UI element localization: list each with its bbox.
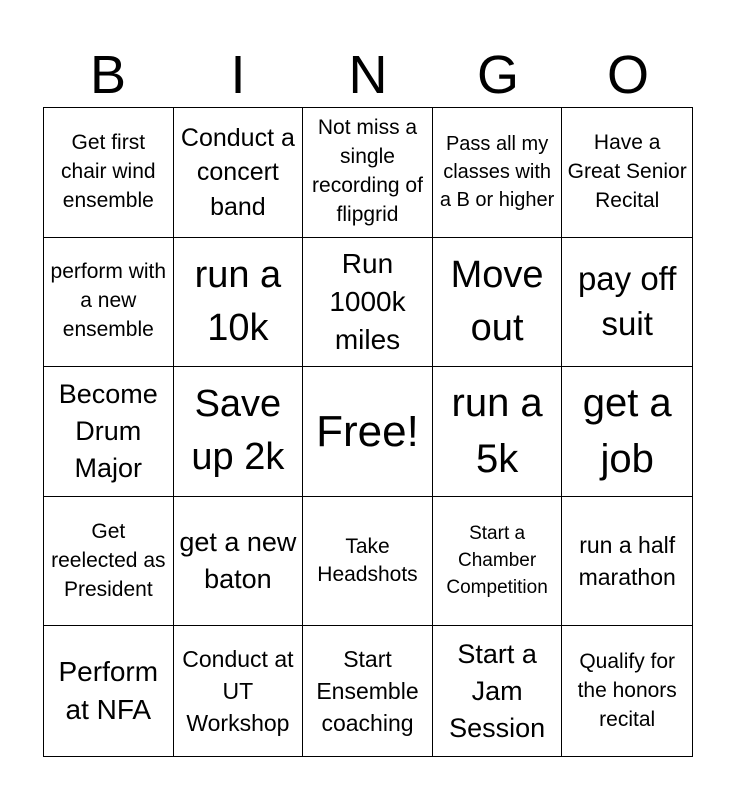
bingo-cell[interactable] <box>433 626 563 756</box>
bingo-board <box>43 107 693 757</box>
bingo-cell[interactable] <box>433 497 563 627</box>
cell-text: Pass all my classes with a B or higher <box>439 132 555 212</box>
cell-text: Save up 2k <box>191 383 285 479</box>
bingo-cell[interactable] <box>174 367 304 497</box>
bingo-cell[interactable] <box>303 497 433 627</box>
cell-text: Run 1000k miles <box>329 247 406 355</box>
bingo-cell[interactable] <box>303 108 433 238</box>
bingo-cell[interactable] <box>44 497 174 627</box>
cell-text: pay off suit <box>577 260 677 342</box>
cell-text: Perform at NFA <box>58 656 159 726</box>
cell-text: get a new baton <box>179 527 297 595</box>
cell-text: Qualify for the honors recital <box>577 649 677 731</box>
header-letter-n: N <box>348 45 388 105</box>
header-letter-g: G <box>476 45 519 105</box>
bingo-cell[interactable] <box>174 108 304 238</box>
cell-text: Conduct at UT Workshop <box>182 645 294 737</box>
cell-text: Become Drum Major <box>58 379 158 483</box>
bingo-cell[interactable] <box>174 626 304 756</box>
bingo-cell[interactable] <box>303 626 433 756</box>
bingo-cell[interactable] <box>562 238 692 368</box>
cell-text: Start a Jam Session <box>449 639 546 743</box>
cell-text: Start a Chamber Competition <box>446 522 548 598</box>
cell-text: perform with a new ensemble <box>50 260 167 342</box>
cell-text: run a 10k <box>194 253 282 349</box>
bingo-cell[interactable] <box>44 238 174 368</box>
bingo-cell[interactable] <box>174 497 304 627</box>
cell-text: Have a Great Senior Recital <box>567 130 687 212</box>
free-space[interactable] <box>303 367 433 497</box>
cell-text: Get first chair wind ensemble <box>61 130 156 212</box>
cell-text: run a half marathon <box>578 531 676 591</box>
cell-text: run a 5k <box>451 381 543 482</box>
bingo-cell[interactable] <box>562 497 692 627</box>
cell-text: Get reelected as President <box>51 519 166 601</box>
cell-text: Conduct a concert band <box>180 123 295 221</box>
cell-text: Take Headshots <box>317 534 418 587</box>
bingo-cell[interactable] <box>562 626 692 756</box>
cell-text: Start Ensemble coaching <box>316 645 419 737</box>
bingo-cell[interactable] <box>44 108 174 238</box>
bingo-cell[interactable] <box>562 108 692 238</box>
bingo-header <box>43 42 693 108</box>
bingo-cell[interactable] <box>44 626 174 756</box>
cell-text: get a job <box>582 381 672 482</box>
header-letter-b: B <box>89 45 127 105</box>
header-letter-i: I <box>230 45 246 105</box>
bingo-cell[interactable] <box>433 108 563 238</box>
bingo-cell[interactable] <box>44 367 174 497</box>
bingo-cell[interactable] <box>174 238 304 368</box>
bingo-cell[interactable] <box>562 367 692 497</box>
cell-text: Free! <box>316 406 419 456</box>
bingo-cell[interactable] <box>433 367 563 497</box>
cell-text: Not miss a single recording of flipgrid <box>312 116 423 227</box>
cell-text: Move out <box>450 253 544 349</box>
bingo-cell[interactable] <box>303 238 433 368</box>
header-letter-o: O <box>606 45 649 105</box>
bingo-cell[interactable] <box>433 238 563 368</box>
